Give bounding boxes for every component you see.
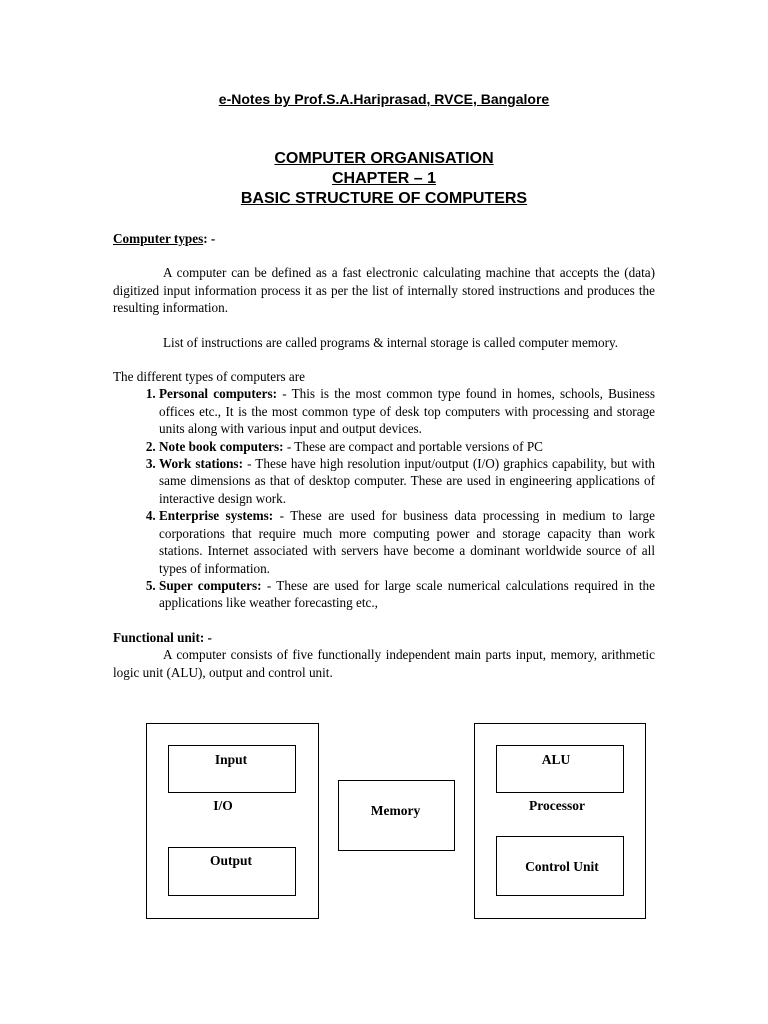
io-label: I/O: [213, 798, 233, 813]
functional-unit-paragraph: A computer consists of five functionally independent main parts input, memory, arithmetic logic unit (ALU), output and control unit.: [113, 647, 655, 680]
title-line-1: COMPUTER ORGANISATION: [274, 150, 494, 167]
processor-label: Processor: [529, 798, 585, 813]
types-intro: The different types of computers are: [113, 369, 305, 385]
list-item: 4. Enterprise systems: - These are used for business data processing in medium to large corporations that require much more computing power and storage capacity than work stations. Internet associated with servers have become a dominant worldwide source of all types of information.: [159, 507, 655, 577]
list-item: 1. Personal computers: - This is the most common type found in homes, schools, Business offices etc., It is the most common type of desk top computers with processing and storage units along with various input and output devices.: [159, 385, 655, 437]
alu-label: ALU: [541, 752, 571, 767]
title-line-2: CHAPTER – 1: [331, 170, 437, 187]
control-unit-label: Control Unit: [525, 859, 599, 874]
functional-unit-heading: Functional unit: -: [113, 629, 212, 645]
programs-paragraph: List of instructions are called programs & internal storage is called computer memory.: [163, 334, 619, 350]
definition-paragraph: A computer can be defined as a fast electronic calculating machine that accepts the (data) digitized input information process it as per the list of internally stored instructions and produces the resulting information.: [113, 265, 655, 316]
title-line-3: BASIC STRUCTURE OF COMPUTERS: [240, 190, 528, 207]
memory-label: Memory: [370, 803, 421, 818]
list-item: 2. Note book computers: - These are compact and portable versions of PC: [159, 438, 655, 455]
list-item: 3. Work stations: - These have high resolution input/output (I/O) graphics capability, but with same dimensions as that of desktop computer. These are used in engineering applications of interactive design work.: [159, 455, 655, 507]
computer-types-heading: Computer types: -: [113, 231, 216, 246]
output-label: Output: [209, 853, 253, 868]
list-item: 5. Super computers: - These are used for large scale numerical calculations required in the applications like weather forecasting etc.,: [159, 577, 655, 612]
document-header: e-Notes by Prof.S.A.Hariprasad, RVCE, Bangalore: [218, 91, 550, 107]
input-label: Input: [214, 752, 248, 767]
